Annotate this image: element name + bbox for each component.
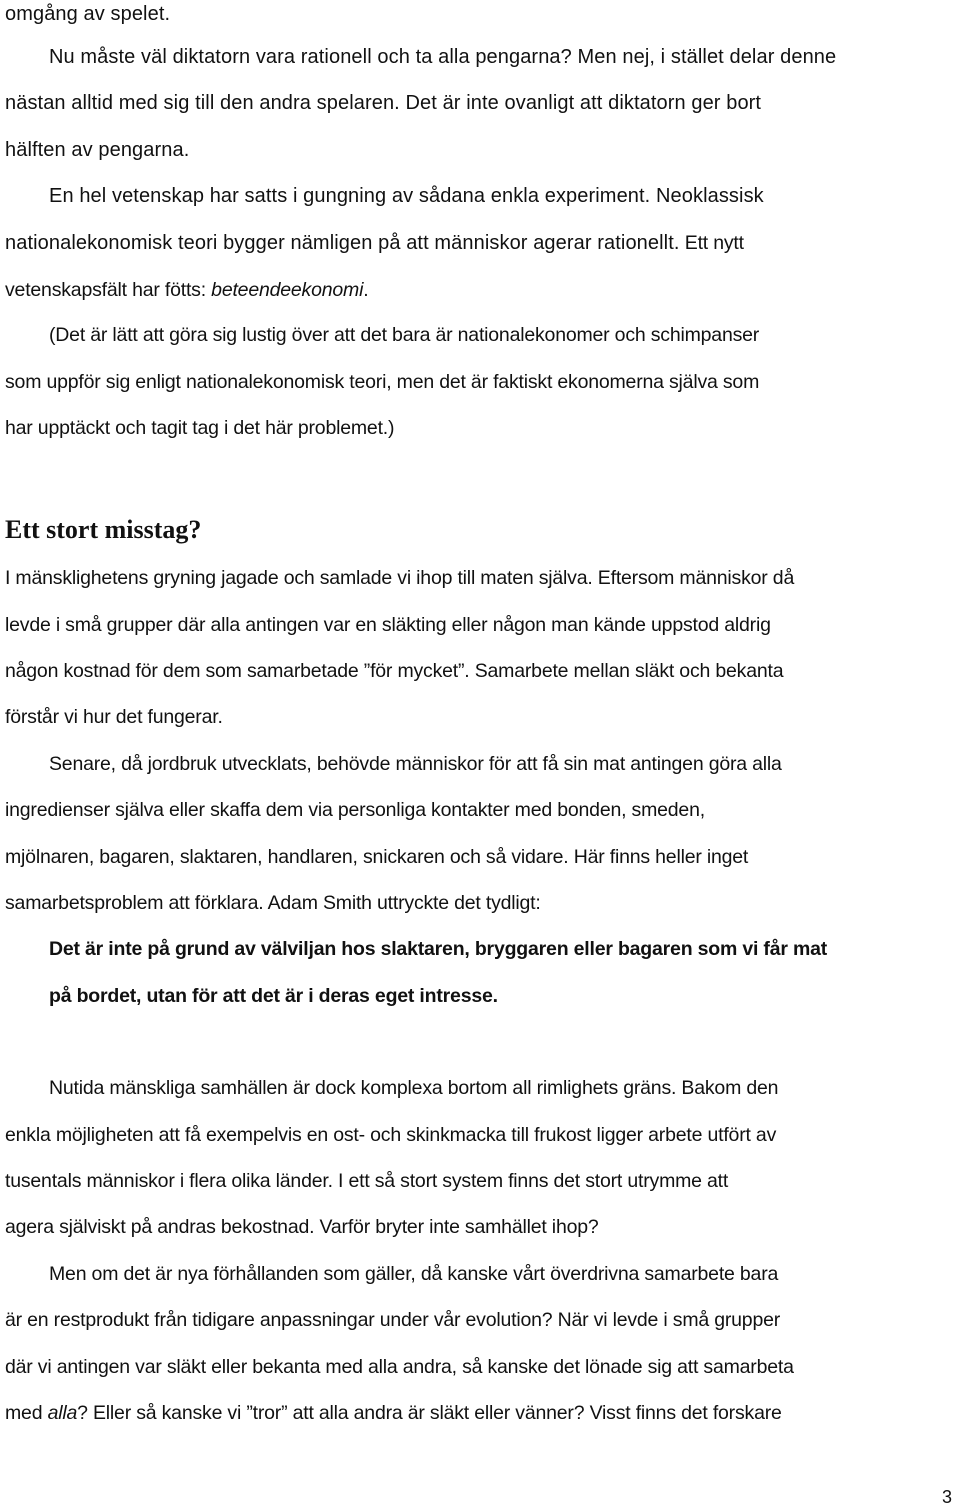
text-run: samarbetsproblem att förklara. xyxy=(5,892,264,914)
emphasis-text: beteendeekonomi xyxy=(211,279,364,301)
paragraph-line: är en restprodukt från tidigare anpassningar under vår evolution? När vi levde i små grupper xyxy=(5,1309,781,1331)
paragraph-line: En hel vetenskap har satts i gungning av sådana enkla experiment. Neoklassisk xyxy=(49,185,764,207)
paragraph-line: har upptäckt och tagit tag i det här problemet.) xyxy=(5,417,395,439)
paragraph-line: hälften av pengarna. xyxy=(5,139,190,161)
paragraph-line: levde i små grupper där alla antingen var en släkting eller någon man kände uppstod aldrig xyxy=(5,614,771,636)
paragraph-line: enkla möjligheten att få exempelvis en ost- och skinkmacka till frukost ligger arbete utfört av xyxy=(5,1124,777,1146)
text-run: Eftersom människor då xyxy=(597,567,795,589)
text-run: Här finns heller inget xyxy=(573,846,749,868)
text-run: Ett nytt xyxy=(684,232,744,254)
paragraph-line: tusentals människor i flera olika länder. I ett så stort system finns det stort utrymme att xyxy=(5,1170,729,1192)
paragraph-line xyxy=(5,564,794,592)
paragraph-line xyxy=(5,843,748,871)
paragraph-line: ingredienser själva eller skaffa dem via personliga kontakter med bonden, smeden, xyxy=(5,799,705,821)
text-run: med xyxy=(5,1402,48,1424)
paragraph-line: agera själviskt på andras bekostnad. Varför bryter inte samhället ihop? xyxy=(5,1216,599,1238)
paragraph-line: Nutida mänskliga samhällen är dock komplexa bortom all rimlighets gräns. Bakom den xyxy=(49,1077,779,1099)
text-run: I mänsklighetens gryning jagade och samlade vi ihop till maten själva. xyxy=(5,567,593,589)
paragraph-line: Men om det är nya förhållanden som gäller, då kanske vårt överdrivna samarbete bara xyxy=(49,1263,779,1285)
paragraph-line xyxy=(5,228,744,257)
text-run: Samarbete mellan släkt och bekanta xyxy=(474,660,784,682)
paragraph-line: Nu måste väl diktatorn vara rationell och ta alla pengarna? Men nej, i stället delar denne xyxy=(49,46,837,68)
text-run: någon kostnad för dem som samarbetade ”för mycket”. xyxy=(5,660,470,682)
page-number: 3 xyxy=(941,1487,952,1507)
paragraph-line: omgång av spelet. xyxy=(5,3,171,25)
text-run: mjölnaren, bagaren, slaktaren, handlaren, snickaren och så vidare. xyxy=(5,846,569,868)
quote-line: Det är inte på grund av välviljan hos slaktaren, bryggaren eller bagaren som vi får mat xyxy=(49,938,828,960)
paragraph-line: (Det är lätt att göra sig lustig över att det bara är nationalekonomer och schimpanser xyxy=(49,324,760,346)
text-run: . xyxy=(363,279,369,301)
paragraph-line: där vi antingen var släkt eller bekanta med alla andra, så kanske det lönade sig att samarbeta xyxy=(5,1356,794,1378)
paragraph-line: förstår vi hur det fungerar. xyxy=(5,706,223,728)
text-run: Adam Smith uttryckte det tydligt: xyxy=(267,892,541,914)
text-run: nationalekonomisk teori bygger nämligen på att människor agerar rationellt. xyxy=(5,232,680,254)
emphasis-text: alla xyxy=(47,1402,78,1424)
paragraph-line xyxy=(5,657,783,685)
text-run: ? Eller så kanske vi ”tror” att alla andra är släkt eller vänner? Visst finns det forskare xyxy=(77,1402,782,1424)
section-heading: Ett stort misstag? xyxy=(5,515,202,544)
paragraph-line: som uppför sig enligt nationalekonomisk teori, men det är faktiskt ekonomerna själva som xyxy=(5,371,760,393)
quote-line: på bordet, utan för att det är i deras eget intresse. xyxy=(49,985,498,1007)
paragraph-line xyxy=(5,1399,782,1427)
paragraph-line: nästan alltid med sig till den andra spelaren. Det är inte ovanligt att diktatorn ger bort xyxy=(5,92,762,114)
text-run: vetenskapsfält har fötts: xyxy=(5,279,212,301)
paragraph-line xyxy=(5,889,541,917)
paragraph-line xyxy=(5,275,368,304)
paragraph-line: Senare, då jordbruk utvecklats, behövde människor för att få sin mat antingen göra alla xyxy=(49,753,782,775)
